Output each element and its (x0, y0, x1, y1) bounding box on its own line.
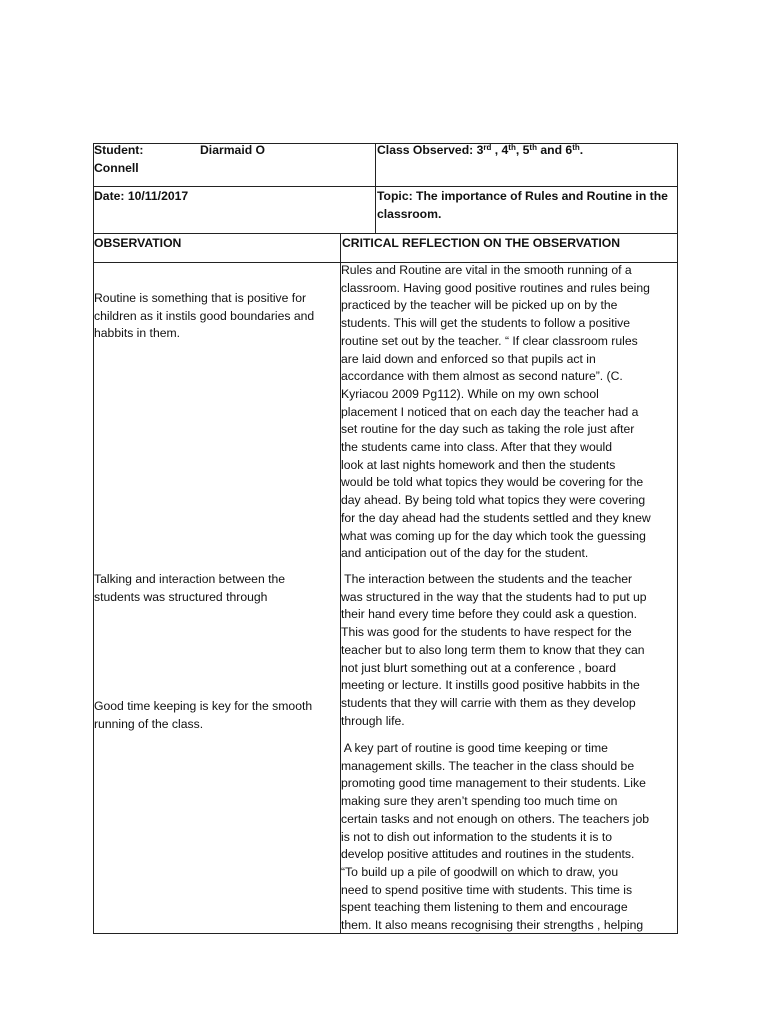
topic-cell (377, 188, 677, 223)
observation-item: Talking and interaction between the students was structured through (94, 572, 286, 604)
reflection-paragraph: A key part of routine is good time keeping or time management skills. The teacher in the class should be promoting good time management to their students. Like making sure they aren’t spending too much time on certain tasks and not enough on others. The teachers job is not to dish out information to the students it is to develop positive attitudes and routines in the students. “To build up a pile of goodwill on which to draw, you need to spend positive time with students. This time is spent teaching them listening to them and encourage them. It also means recognising their strengths , helping (341, 741, 650, 933)
class-observed-cell: Class Observed: 3rd , 4th, 5th and 6th. (377, 143, 584, 157)
reflection-column-header: CRITICAL REFLECTION ON THE OBSERVATION (342, 236, 621, 250)
row-divider-2 (93, 233, 678, 234)
date-cell (94, 188, 372, 206)
student-name-first: Diarmaid O (200, 143, 266, 157)
row-divider-1 (93, 186, 678, 187)
reflection-paragraph: Rules and Routine are vital in the smooth running of a classroom. Having good positive routines and rules being practiced by the teacher will be picked up on by the students. This will get the students to follow a positive routine set out by the teacher. “ If clear classroom rules are laid down and enforced so that pupils act in accordance with them almost as second nature”. (C. Kyriacou 2009 Pg112). While on my own school placement I noticed that on each day the teacher had a set routine for the day such as taking the role just after the students came into class. After that they would look at last nights homework and then the students would be told what topics they would be covering for the day ahead. By being told what topics they were covering for the day ahead had the students settled and they knew what was coming up for the day which took the guessing and anticipation out of the day for the student. (341, 263, 651, 561)
student-label: Student: (94, 143, 144, 157)
observation-item: Routine is something that is positive for children as it instils good boundaries and habbits in them. (94, 291, 315, 341)
topic-line: classroom. (377, 206, 442, 221)
reflection-paragraph: The interaction between the students and the teacher was structured in the way that the students had to put up their hand every time before they could ask a question. This was good for the students to have respect for the teacher but to also long term them to know that they can not just blurt something out at a conference , board meeting or lecture. It instills good positive habbits in the students that they will carrie with them as they develop through life. (341, 572, 647, 728)
observation-column-header: OBSERVATION (94, 236, 182, 250)
date-text: Date: 10/11/2017 (94, 189, 189, 203)
observation-item: Good time keeping is key for the smooth running of the class. (94, 699, 313, 731)
topic-line: Topic: The importance of Rules and Routine in the (377, 189, 668, 203)
student-name-last: Connell (94, 160, 139, 175)
header-column-divider (375, 143, 376, 234)
